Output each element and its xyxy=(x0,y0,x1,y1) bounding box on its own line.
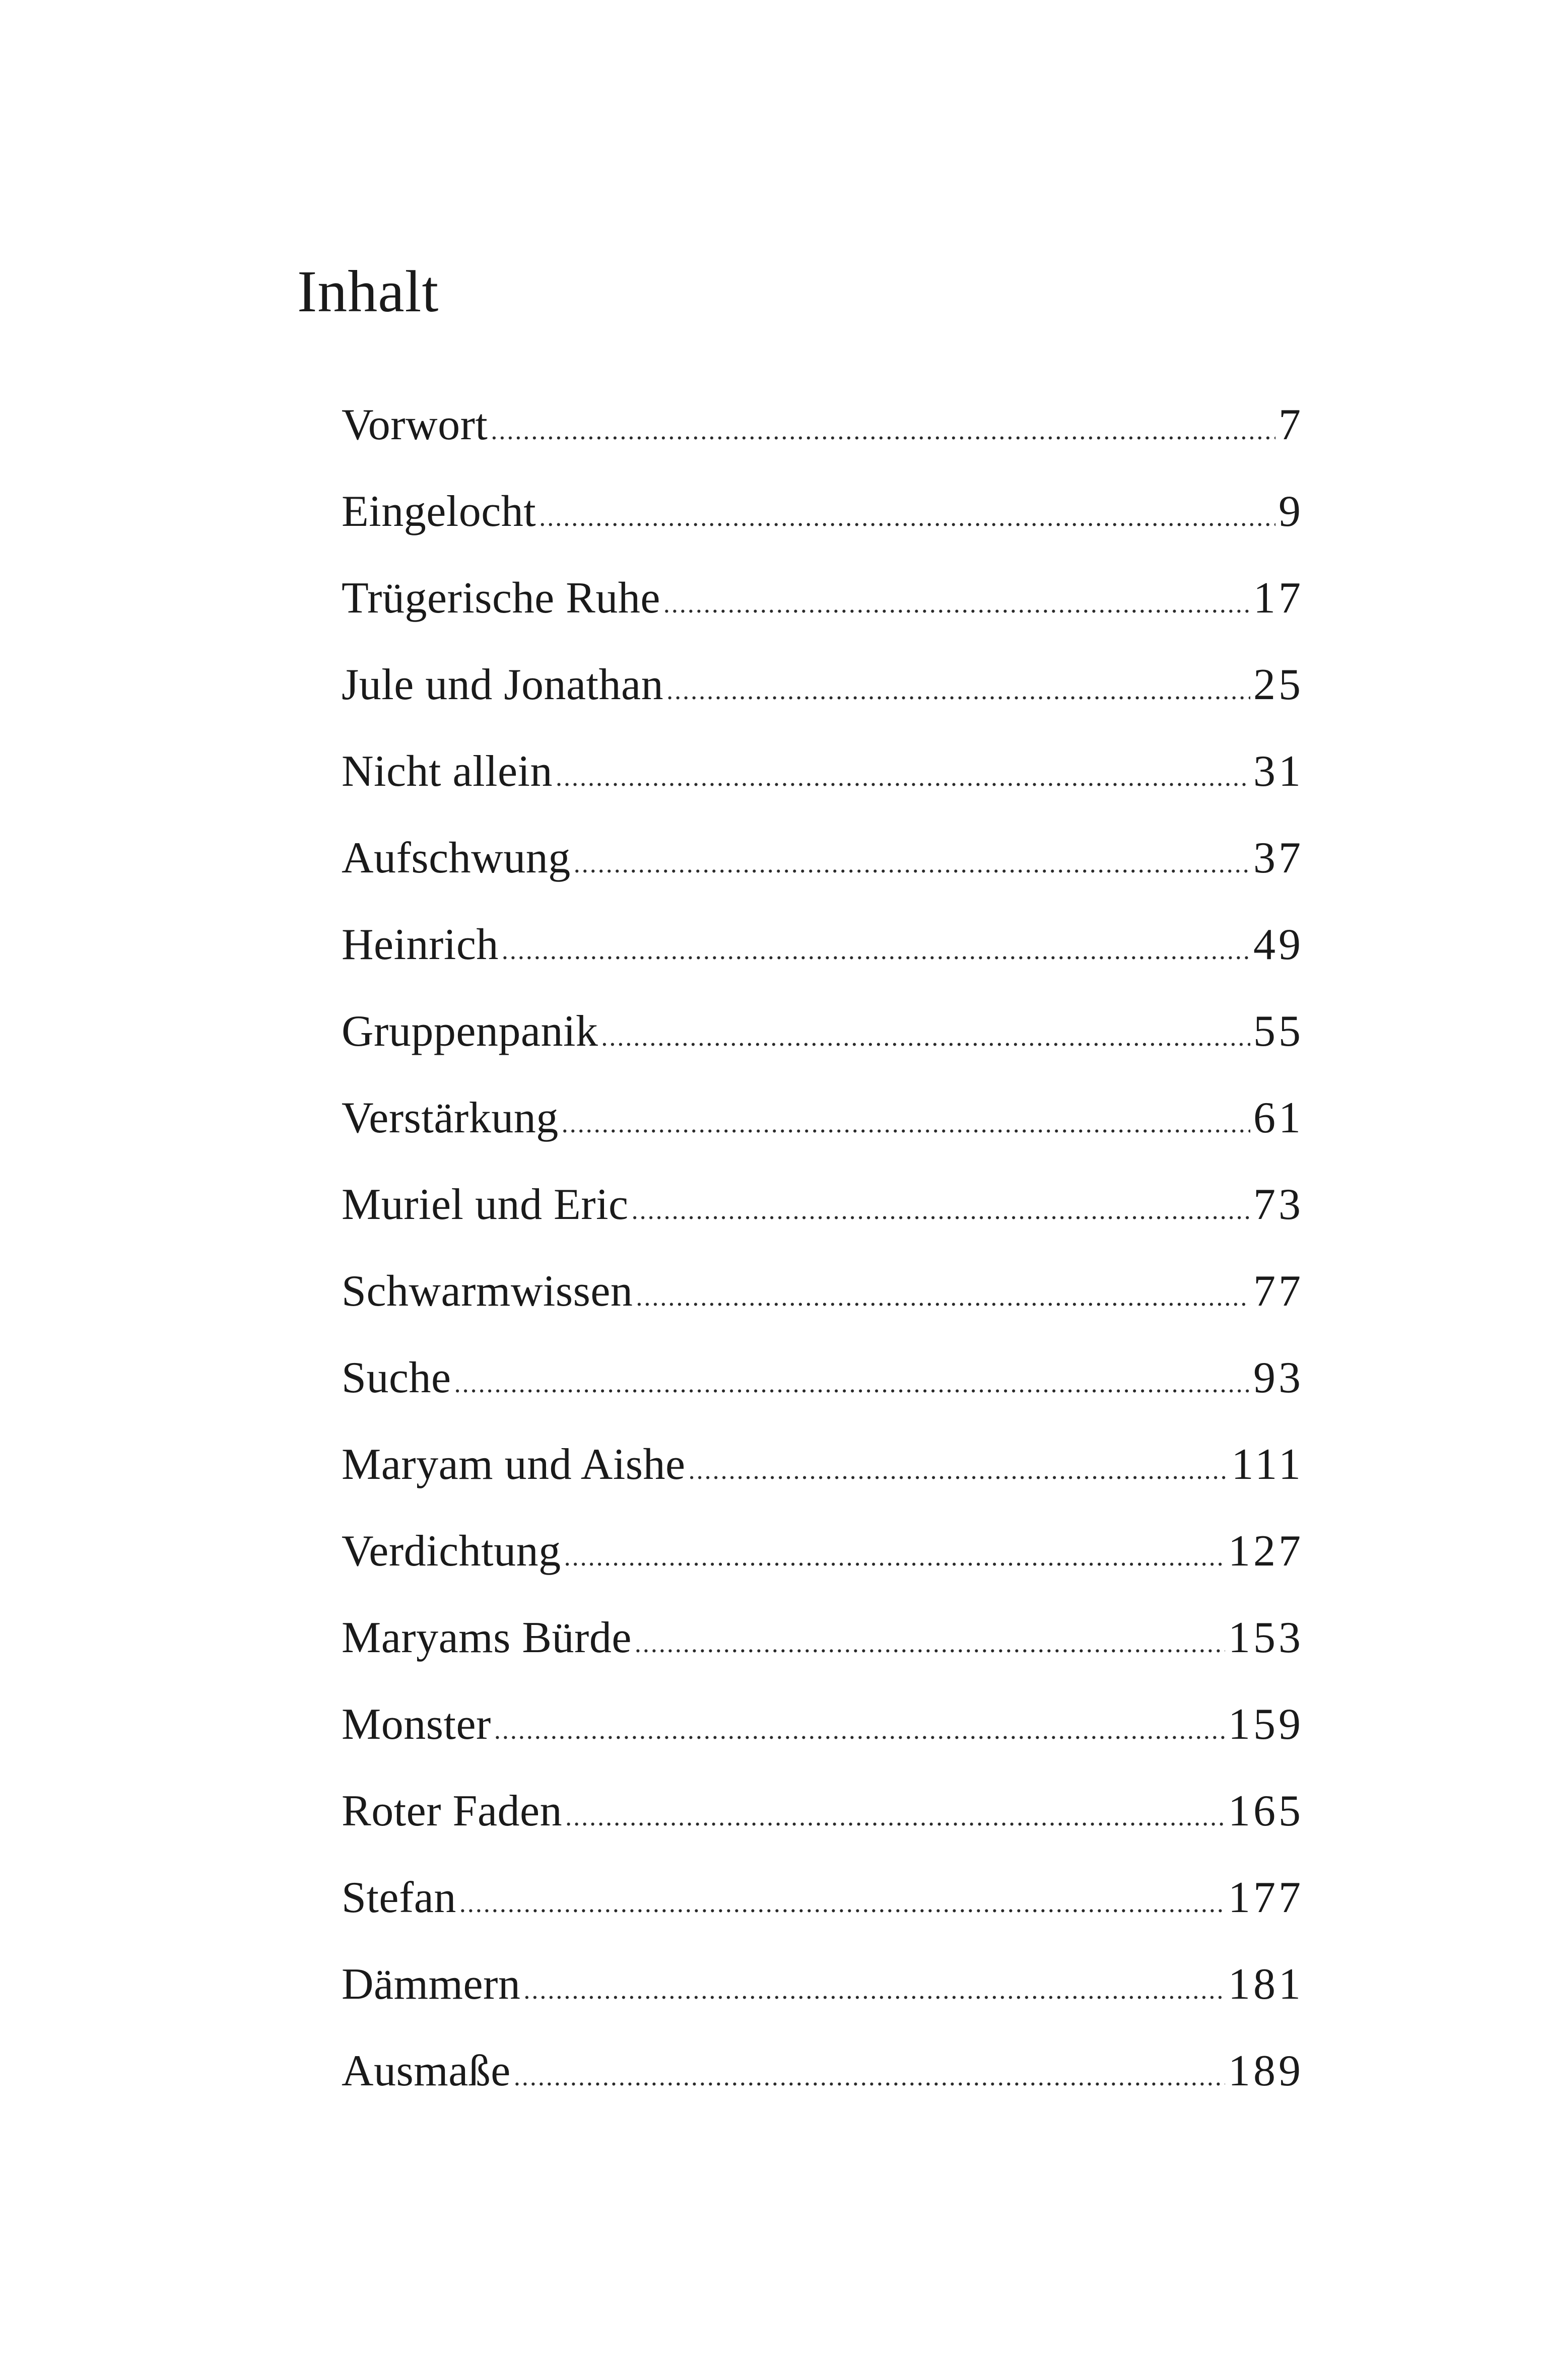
toc-entry-page: 127 xyxy=(1228,1527,1304,1576)
toc-entry-page: 153 xyxy=(1228,1613,1304,1662)
toc-entry-title: Suche xyxy=(342,1353,451,1402)
toc-entry-title: Jule und Jonathan xyxy=(342,660,664,709)
toc-entry-title: Trügerische Ruhe xyxy=(342,574,660,623)
toc-entry[interactable] xyxy=(342,1094,1304,1183)
toc-entry[interactable] xyxy=(342,660,1304,750)
toc-entry[interactable] xyxy=(342,400,1304,490)
toc-entry-title: Roter Faden xyxy=(342,1787,563,1835)
dot-leader xyxy=(632,1198,1250,1224)
toc-entry-title: Maryams Bürde xyxy=(342,1613,632,1662)
toc-entry-title: Eingelocht xyxy=(342,487,536,536)
toc-entry[interactable] xyxy=(342,747,1304,836)
dot-leader xyxy=(539,505,1275,531)
toc-entry-title: Aufschwung xyxy=(342,834,571,882)
toc-entry-title: Verstärkung xyxy=(342,1094,559,1142)
toc-entry[interactable] xyxy=(342,1700,1304,1789)
dot-leader xyxy=(523,1978,1225,2004)
table-of-contents xyxy=(342,400,1304,2136)
toc-entry[interactable] xyxy=(342,1440,1304,1529)
toc-entry-page: 17 xyxy=(1253,574,1304,623)
toc-entry-page: 9 xyxy=(1279,487,1304,536)
toc-entry-page: 49 xyxy=(1253,920,1304,969)
toc-entry-page: 189 xyxy=(1228,2047,1304,2095)
dot-leader xyxy=(574,851,1250,877)
toc-entry-page: 61 xyxy=(1253,1094,1304,1142)
toc-entry[interactable] xyxy=(342,2047,1304,2136)
toc-entry[interactable] xyxy=(342,834,1304,923)
toc-entry-page: 25 xyxy=(1253,660,1304,709)
dot-leader xyxy=(459,1891,1225,1917)
toc-entry-page: 55 xyxy=(1253,1007,1304,1056)
toc-entry-title: Dämmern xyxy=(342,1960,521,2009)
toc-entry-page: 177 xyxy=(1228,1873,1304,1922)
toc-entry-page: 165 xyxy=(1228,1787,1304,1835)
toc-entry-title: Heinrich xyxy=(342,920,499,969)
toc-entry[interactable] xyxy=(342,574,1304,663)
toc-entry-page: 181 xyxy=(1228,1960,1304,2009)
toc-entry[interactable] xyxy=(342,1527,1304,1616)
toc-entry-title: Vorwort xyxy=(342,400,488,449)
dot-leader xyxy=(562,1111,1250,1137)
toc-entry[interactable] xyxy=(342,1613,1304,1703)
toc-entry[interactable] xyxy=(342,487,1304,576)
dot-leader xyxy=(564,1544,1225,1571)
dot-leader xyxy=(514,2064,1225,2090)
page-title: Inhalt xyxy=(297,258,439,324)
dot-leader xyxy=(502,938,1250,964)
dot-leader xyxy=(454,1371,1250,1397)
dot-leader xyxy=(636,1284,1250,1311)
dot-leader xyxy=(494,1718,1225,1744)
dot-leader xyxy=(601,1025,1250,1051)
dot-leader xyxy=(666,678,1250,704)
toc-entry[interactable] xyxy=(342,1960,1304,2049)
toc-entry-title: Schwarmwissen xyxy=(342,1267,633,1316)
toc-entry[interactable] xyxy=(342,1873,1304,1962)
toc-entry-page: 159 xyxy=(1228,1700,1304,1749)
toc-entry-title: Maryam und Aishe xyxy=(342,1440,686,1489)
toc-entry-title: Verdichtung xyxy=(342,1527,561,1576)
toc-entry[interactable] xyxy=(342,1267,1304,1356)
toc-entry-page: 31 xyxy=(1253,747,1304,796)
toc-entry-title: Muriel und Eric xyxy=(342,1180,629,1229)
toc-entry[interactable] xyxy=(342,1007,1304,1096)
toc-entry[interactable] xyxy=(342,1353,1304,1443)
dot-leader xyxy=(689,1458,1229,1484)
toc-entry-page: 77 xyxy=(1253,1267,1304,1316)
toc-entry-title: Ausmaße xyxy=(342,2047,511,2095)
dot-leader xyxy=(556,765,1250,791)
dot-leader xyxy=(491,418,1275,444)
toc-entry-page: 73 xyxy=(1253,1180,1304,1229)
dot-leader xyxy=(635,1631,1225,1657)
toc-entry-title: Monster xyxy=(342,1700,491,1749)
toc-entry[interactable] xyxy=(342,920,1304,1009)
toc-entry-title: Stefan xyxy=(342,1873,456,1922)
toc-entry-page: 7 xyxy=(1279,400,1304,449)
toc-entry-title: Gruppenpanik xyxy=(342,1007,598,1056)
toc-entry[interactable] xyxy=(342,1787,1304,1876)
dot-leader xyxy=(565,1804,1225,1830)
toc-entry[interactable] xyxy=(342,1180,1304,1269)
dot-leader xyxy=(663,591,1250,618)
toc-entry-page: 37 xyxy=(1253,834,1304,882)
toc-entry-title: Nicht allein xyxy=(342,747,553,796)
toc-entry-page: 111 xyxy=(1231,1440,1304,1489)
toc-entry-page: 93 xyxy=(1253,1353,1304,1402)
